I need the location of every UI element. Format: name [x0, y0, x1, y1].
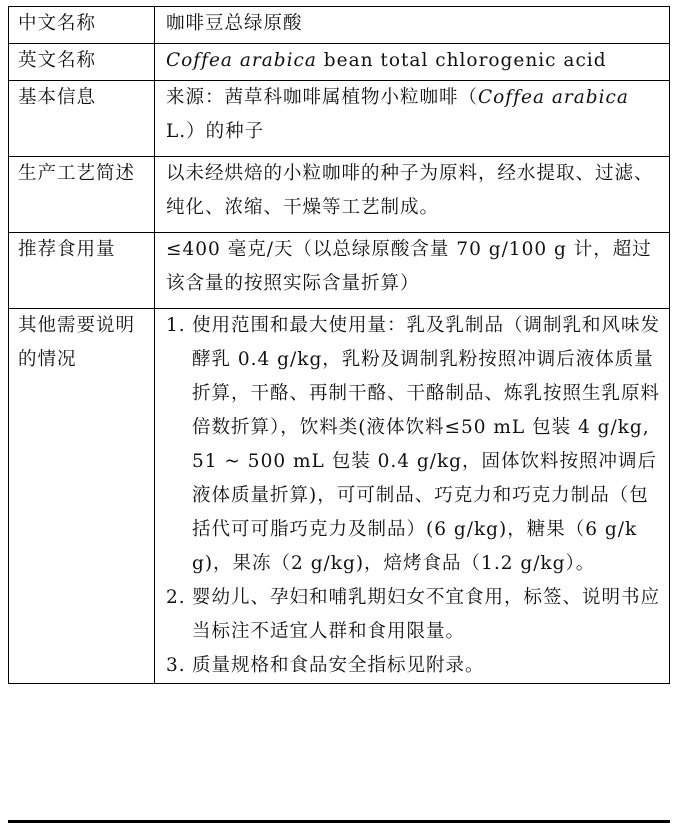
- table-row: [9, 309, 670, 684]
- value-text: L.）的种子: [166, 121, 265, 142]
- scientific-name: Coffea arabica: [166, 50, 317, 71]
- item-number: 3.: [166, 655, 186, 676]
- row-label: 中文名称: [9, 7, 155, 44]
- row-value: 以未经烘焙的小粒咖啡的种子为原料，经水提取、过滤、纯化、浓缩、干燥等工艺制成。: [155, 157, 670, 233]
- value-text: bean total chlorogenic acid: [316, 50, 607, 71]
- table-row: [9, 233, 670, 309]
- row-label: 其他需要说明的情况: [9, 309, 155, 684]
- item-text: 婴幼儿、孕妇和哺乳期妇女不宜食用，标签、说明书应当标注不适宜人群和食用限量。: [192, 587, 661, 642]
- row-value: [155, 309, 670, 684]
- table-row: [9, 157, 670, 233]
- row-value: [155, 44, 670, 81]
- item-number: 1.: [166, 315, 186, 336]
- row-label: 基本信息: [9, 81, 155, 157]
- bottom-rule: [8, 820, 670, 823]
- item-text: 使用范围和最大使用量：乳及乳制品（调制乳和风味发酵乳 0.4 g/kg，乳粉及调制乳粉按照冲调后液体质量折算，干酪、再制干酪、干酪制品、炼乳按照生乳原料倍数折算），饮料类(液体饮料≤50 mL 包装 4 g/kg, 51 ~ 500 mL 包装 0.4 g/kg，固体饮料按照冲调后液体质量折算)，可可制品、巧克力和巧克力制品（包括代可可脂巧克力及制品）(6 g/kg)，糖果（6 g/kg)，果冻（2 g/kg)，焙烤食品（1.2 g/kg）。: [192, 315, 661, 574]
- row-label: 英文名称: [9, 44, 155, 81]
- row-value: ≤400 毫克/天（以总绿原酸含量 70 g/100 g 计，超过该含量的按照实际含量折算）: [155, 233, 670, 309]
- item-number: 2.: [166, 587, 186, 608]
- row-label: 生产工艺简述: [9, 157, 155, 233]
- table-row: [9, 7, 670, 44]
- value-text: 来源：茜草科咖啡属植物小粒咖啡（: [166, 87, 479, 108]
- table-row: [9, 81, 670, 157]
- list-item: [166, 581, 661, 649]
- item-text: 质量规格和食品安全指标见附录。: [192, 655, 485, 676]
- table-row: [9, 44, 670, 81]
- scientific-name: Coffea arabica: [478, 87, 629, 108]
- row-label: 推荐食用量: [9, 233, 155, 309]
- row-value: [155, 81, 670, 157]
- list-item: [166, 649, 661, 683]
- row-value: 咖啡豆总绿原酸: [155, 7, 670, 44]
- list-item: [166, 309, 661, 581]
- specification-table: [8, 6, 670, 684]
